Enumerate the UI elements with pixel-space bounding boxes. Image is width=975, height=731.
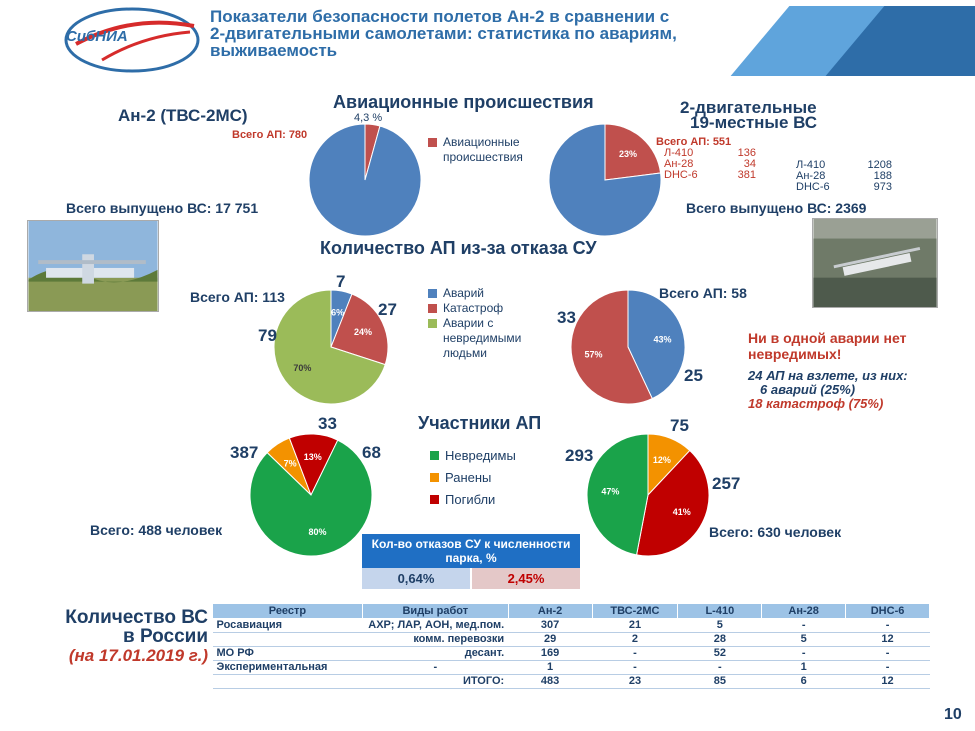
an2-incidents-pie: [300, 120, 430, 240]
breakdown-name: Л-410: [664, 147, 694, 159]
an2-header: Ан-2 (ТВС-2МС): [118, 106, 248, 125]
pie-slice: [309, 124, 421, 236]
table-cell: 169: [508, 647, 592, 661]
an2-photo: [27, 220, 159, 312]
accidents-line: 6 аварий (25%): [760, 382, 856, 397]
legend-swatch-red: [428, 138, 437, 147]
fleet-title: [18, 608, 208, 665]
table-cell: 2: [592, 633, 678, 647]
table-cell: 85: [678, 675, 762, 689]
table-cell: 12: [846, 633, 930, 647]
table-cell: -: [846, 647, 930, 661]
table-row-total: [213, 675, 930, 689]
table-cell: Экспериментальная: [213, 661, 363, 675]
ratio-header: Кол-во отказов СУ к численности парка, %: [362, 534, 580, 568]
legend-swatch-green: [428, 319, 437, 328]
table-cell: 5: [678, 619, 762, 633]
twin-header-line2: 19-местные ВС: [690, 113, 818, 132]
table-row: [213, 647, 930, 661]
legend-swatch-darkred: [430, 495, 439, 504]
pie-slice-label: 12%: [652, 454, 671, 465]
table-cell: -: [762, 647, 846, 661]
twin-su-total: Всего АП: 58: [659, 285, 747, 301]
pie-slice-label: 57%: [584, 349, 603, 360]
col-header: L-410: [678, 604, 762, 619]
table-cell: -: [362, 661, 508, 675]
ratio-table: [362, 534, 580, 589]
legend-item-unharmed-accidents: [428, 316, 548, 361]
table-cell: -: [592, 647, 678, 661]
table-cell: 1: [762, 661, 846, 675]
breakdown-value: 381: [737, 169, 756, 181]
legend-item-incidents: [428, 135, 538, 165]
fleet-value: 973: [873, 181, 892, 193]
table-cell: -: [762, 619, 846, 633]
legend-item-killed: [430, 492, 550, 507]
logo: [62, 6, 202, 74]
legend-swatch-orange: [430, 473, 439, 482]
twin-total-ap: Всего АП: 551: [656, 136, 732, 148]
ratio-an2: 0,64%: [362, 568, 471, 589]
people-legend: [430, 448, 550, 507]
su-legend: [428, 286, 548, 361]
twin-people-count-75: 75: [670, 416, 689, 435]
an2-su-count-27: 27: [378, 300, 397, 319]
pie-slice-label: 47%: [601, 486, 620, 497]
legend-item-injured: [430, 470, 550, 485]
twin-header-line1: 2-двигательные: [680, 98, 817, 117]
table-cell: 21: [592, 619, 678, 633]
legend-label-accidents: Аварий: [443, 286, 484, 300]
an2-total-ap: Всего АП: 780: [232, 129, 308, 141]
twin-incidents-pie: [545, 120, 665, 240]
table-row: [213, 619, 930, 633]
table-cell: 52: [678, 647, 762, 661]
table-cell: -: [678, 661, 762, 675]
table-cell: [213, 633, 363, 647]
fleet-title-line3: (на 17.01.2019 г.): [68, 646, 208, 665]
twin-people-count-293: 293: [565, 446, 594, 465]
table-cell: 307: [508, 619, 592, 633]
breakdown-value: 34: [743, 158, 756, 170]
pie-slice-label: 70%: [293, 362, 312, 373]
pie-slice-label: 13%: [303, 452, 322, 463]
registry-table: [212, 603, 930, 689]
incidents-section-title: Авиационные происшествия: [333, 92, 594, 112]
an2-su-count-79: 79: [258, 326, 277, 345]
table-cell: МО РФ: [213, 647, 363, 661]
pie-slice-label: 7%: [283, 458, 297, 469]
fleet-value: 1208: [867, 159, 892, 171]
an2-people-count-68: 68: [362, 443, 381, 462]
fleet-value: 188: [873, 170, 892, 182]
breakdown-name: Ан-28: [664, 158, 694, 170]
logo-text: СибНИА: [66, 28, 128, 45]
legend-label-injured: Ранены: [445, 470, 492, 485]
twin-people-pie: [583, 430, 713, 560]
twin-su-count-33: 33: [557, 308, 576, 327]
fleet-row: [796, 182, 892, 193]
legend-label-catastrophes: Катастроф: [443, 301, 504, 315]
an2-su-count-7: 7: [336, 272, 346, 291]
incidents-legend: [428, 135, 538, 165]
legend-swatch-blue: [428, 289, 437, 298]
table-row: [213, 661, 930, 675]
table-cell: десант.: [362, 647, 508, 661]
registry-header-row: [213, 604, 930, 619]
col-header: Ан-28: [762, 604, 846, 619]
legend-label-unharmed: Невредимы: [445, 448, 516, 463]
legend-item-accidents: [428, 286, 548, 301]
an2-people-pie: [246, 430, 376, 560]
breakdown-name: DHC-6: [664, 169, 698, 181]
fleet-name: Ан-28: [796, 170, 826, 182]
table-cell: 483: [508, 675, 592, 689]
legend-swatch-red: [428, 304, 437, 313]
table-cell: АХР; ЛАР, АОН, мед.пом.: [362, 619, 508, 633]
table-cell: 29: [508, 633, 592, 647]
twin-photo: [812, 218, 938, 308]
table-cell: -: [592, 661, 678, 675]
an2-people-count-33: 33: [318, 414, 337, 433]
table-cell: 12: [846, 675, 930, 689]
pie-slice-label: 23%: [618, 148, 637, 159]
table-cell: 23: [592, 675, 678, 689]
table-cell: ИТОГО:: [362, 675, 508, 689]
pie-slice-label: 6%: [331, 307, 345, 318]
legend-label-incidents: Авиационные происшествия: [443, 135, 523, 164]
pie-slice-label: 41%: [672, 507, 691, 518]
an2-su-pie: [270, 286, 392, 408]
table-cell: Росавиация: [213, 619, 363, 633]
table-cell: [213, 675, 363, 689]
breakdown-row: [664, 170, 756, 181]
no-unharmed-note: Ни в одной аварии нет невредимых!: [748, 330, 907, 362]
ratio-twin: 2,45%: [471, 568, 580, 589]
table-cell: 6: [762, 675, 846, 689]
col-header: Ан-2: [508, 604, 592, 619]
fleet-name: DHC-6: [796, 181, 830, 193]
twin-fleet: [796, 160, 892, 193]
pie-slice-label: 80%: [308, 527, 327, 538]
catastrophes-line: 18 катастроф (75%): [748, 396, 884, 411]
legend-label-killed: Погибли: [445, 492, 496, 507]
twin-people-total: Всего: 630 человек: [709, 524, 842, 540]
page-title: Показатели безопасности полетов Ан-2 в сравнении с 2-двигательными самолетами: статистика по авариям, выживаемость: [210, 7, 677, 60]
table-cell: 5: [762, 633, 846, 647]
table-cell: -: [846, 661, 930, 675]
fleet-title-line2: в России: [122, 626, 208, 647]
twin-su-pie: [567, 286, 689, 408]
participants-section-title: Участники АП: [418, 413, 542, 433]
fleet-name: Л-410: [796, 159, 826, 171]
table-cell: комм. перевозки: [362, 633, 508, 647]
col-header: DHC-6: [846, 604, 930, 619]
pie-slice-label: 43%: [653, 334, 672, 345]
col-header: Реестр: [213, 604, 363, 619]
twin-released: Всего выпущено ВС: 2369: [686, 200, 867, 216]
an2-incidents-percent: 4,3 %: [354, 112, 383, 124]
an2-released: Всего выпущено ВС: 17 751: [66, 200, 259, 216]
an2-people-count-387: 387: [230, 443, 259, 462]
legend-swatch-green: [430, 451, 439, 460]
twin-su-count-25: 25: [684, 366, 703, 385]
su-section-title: Количество АП из-за отказа СУ: [320, 238, 597, 258]
table-row: [213, 633, 930, 647]
pie-slice-label: 24%: [353, 326, 372, 337]
col-header: ТВС-2МС: [592, 604, 678, 619]
table-cell: 28: [678, 633, 762, 647]
fleet-title-line1: Количество ВС: [65, 607, 208, 628]
legend-item-unharmed: [430, 448, 550, 463]
table-cell: 1: [508, 661, 592, 675]
table-cell: -: [846, 619, 930, 633]
legend-label-unharmed-accidents: Аварии с невредимыми людьми: [443, 316, 522, 360]
an2-people-total: Всего: 488 человек: [90, 522, 223, 538]
col-header: Виды работ: [362, 604, 508, 619]
legend-item-catastrophes: [428, 301, 548, 316]
page-number: 10: [944, 706, 962, 723]
an2-su-total: Всего АП: 113: [190, 289, 285, 305]
breakdown-value: 136: [737, 147, 756, 159]
twin-people-count-257: 257: [712, 474, 741, 493]
takeoff-note: 24 АП на взлете, из них:: [748, 368, 908, 383]
twin-breakdown: [664, 148, 756, 181]
